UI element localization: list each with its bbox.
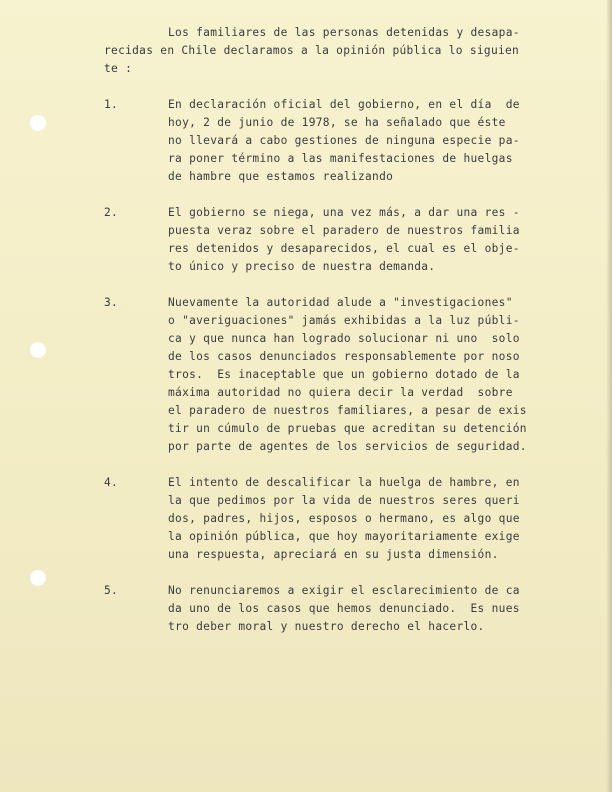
item-line: En declaración oficial del gobierno, en el día de — [168, 98, 520, 111]
item-number: 5. — [104, 584, 119, 597]
item-number: 1. — [104, 98, 119, 111]
item-line: por parte de agentes de los servicios de seguridad. — [168, 440, 527, 453]
item-line: de los casos denunciados responsablemente por noso — [168, 350, 520, 363]
punch-hole — [30, 342, 46, 358]
item-line: la opinión pública, que hoy mayoritariamente exige — [168, 530, 520, 543]
item-line: tir un cúmulo de pruebas que acreditan su detención — [168, 422, 527, 435]
item-line: máxima autoridad no quiera decir la verdad sobre — [168, 386, 513, 399]
intro-line: recidas en Chile declaramos a la opinión pública lo siguien — [104, 44, 520, 57]
item-number: 2. — [104, 206, 119, 219]
item-number: 4. — [104, 476, 119, 489]
item-line: o "averiguaciones" jamás exhibidas a la luz públi- — [168, 314, 520, 327]
item-line: una respuesta, apreciará en su justa dimensión. — [168, 548, 499, 561]
item-line: El intento de descalificar la huelga de hambre, en — [168, 476, 520, 489]
item-line: el paradero de nuestros familiares, a pesar de exis — [168, 404, 527, 417]
item-line: No renunciaremos a exigir el esclarecimiento de ca — [168, 584, 520, 597]
item-line: de hambre que estamos realizando — [168, 170, 394, 183]
item-line: tro deber moral y nuestro derecho el hacerlo. — [168, 620, 485, 633]
item-line: dos, padres, hijos, esposos o hermano, es algo que — [168, 512, 520, 525]
item-line: to único y preciso de nuestra demanda. — [168, 260, 436, 273]
intro-line: Los familiares de las personas detenidas y desapa- — [168, 26, 520, 39]
item-line: El gobierno se niega, una vez más, a dar una res - — [168, 206, 520, 219]
item-number: 3. — [104, 296, 119, 309]
item-line: ca y que nunca han logrado solucionar ni uno solo — [168, 332, 520, 345]
punch-hole — [30, 570, 46, 586]
item-line: ra poner término a las manifestaciones de huelgas — [168, 152, 513, 165]
intro-line: te : — [104, 62, 133, 75]
item-line: puesta veraz sobre el paradero de nuestros familia — [168, 224, 520, 237]
item-line: Nuevamente la autoridad alude a "investigaciones" — [168, 296, 513, 309]
punch-hole — [30, 115, 46, 131]
item-line: tros. Es inaceptable que un gobierno dotado de la — [168, 368, 520, 381]
item-line: hoy, 2 de junio de 1978, se ha señalado que éste — [168, 116, 506, 129]
item-line: da uno de los casos que hemos denunciado. Es nues — [168, 602, 520, 615]
item-line: no llevará a cabo gestiones de ninguna especie pa- — [168, 134, 520, 147]
item-line: la que pedimos por la vida de nuestros seres queri — [168, 494, 520, 507]
item-line: res detenidos y desaparecidos, el cual es el obje- — [168, 242, 520, 255]
